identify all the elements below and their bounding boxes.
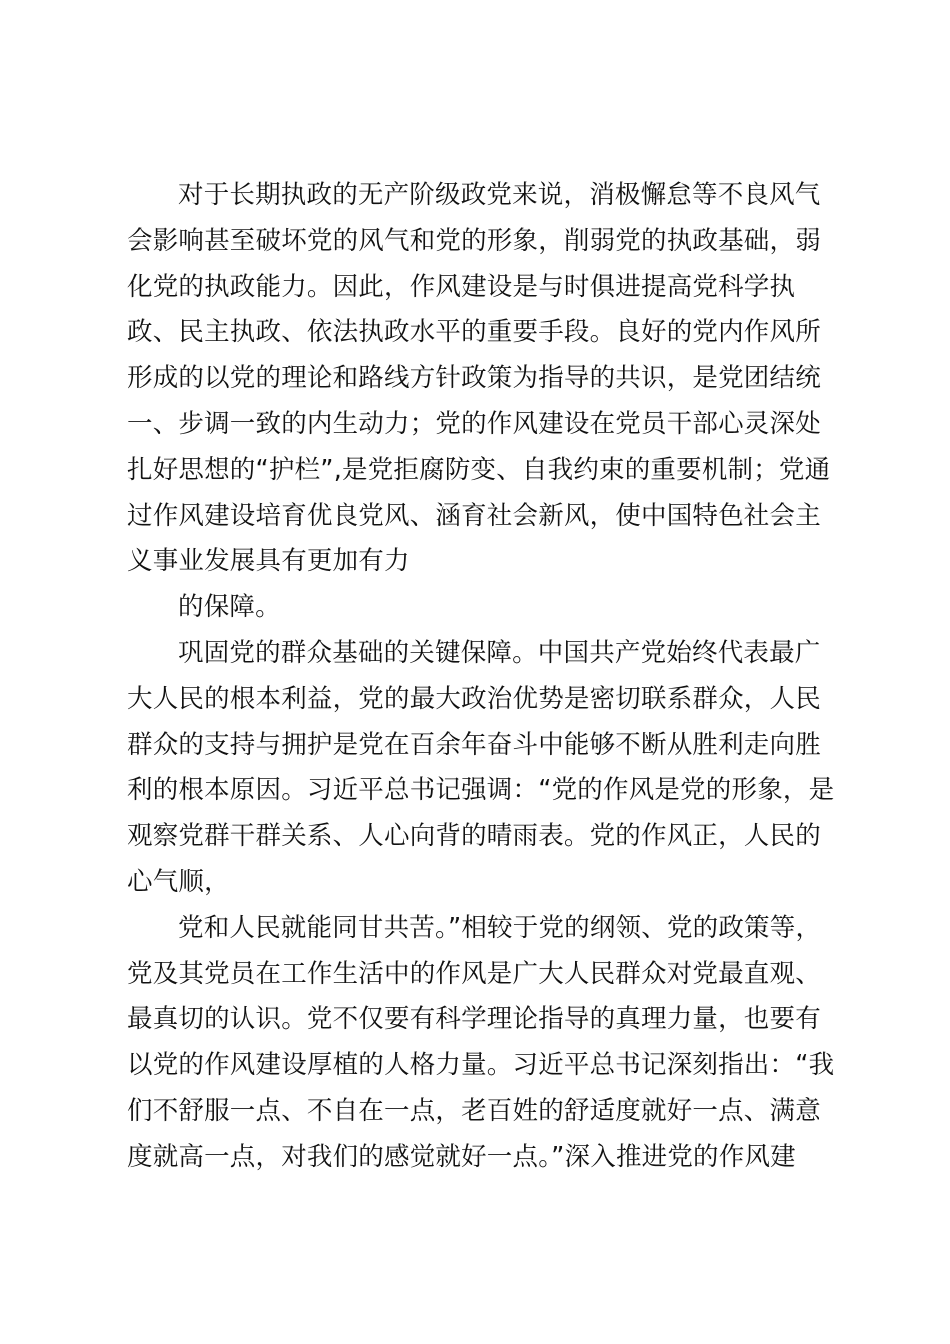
text-line: 心气顺， xyxy=(127,866,230,897)
text-line: 政、民主执政、依法执政水平的重要手段。良好的党内作风所 xyxy=(127,317,821,348)
text-line: 会影响甚至破坏党的风气和党的形象，削弱党的执政基础，弱 xyxy=(127,225,821,256)
text-line: 巩固党的群众基础的关键保障。中国共产党始终代表最广 xyxy=(178,637,821,668)
text-line: 群众的支持与拥护是党在百余年奋斗中能够不断从胜利走向胜 xyxy=(127,729,821,760)
text-line: 义事业发展具有更加有力 xyxy=(127,546,410,577)
text-line: 形成的以党的理论和路线方针政策为指导的共识，是党团结统 xyxy=(127,363,821,394)
text-line: 利的根本原因。习近平总书记强调：“党的作风是党的形象，是 xyxy=(127,775,835,806)
text-line: 度就高一点，对我们的感觉就好一点。”深入推进党的作风建 xyxy=(127,1141,796,1172)
text-line: 们不舒服一点、不自在一点，老百姓的舒适度就好一点、满意 xyxy=(127,1095,821,1126)
text-line: 观察党群干群关系、人心向背的晴雨表。党的作风正，人民的 xyxy=(127,821,821,852)
text-line: 以党的作风建设厚植的人格力量。习近平总书记深刻指出：“我 xyxy=(127,1050,835,1081)
text-line: 党和人民就能同甘共苦。”相较于党的纲领、党的政策等， xyxy=(178,912,822,943)
text-line: 大人民的根本利益，党的最大政治优势是密切联系群众，人民 xyxy=(127,683,821,714)
text-line: 党及其党员在工作生活中的作风是广大人民群众对党最直观、 xyxy=(127,958,821,989)
text-line: 扎好思想的“护栏”,是党拒腐防变、自我约束的重要机制；党通 xyxy=(127,454,831,485)
text-line: 最真切的认识。党不仅要有科学理论指导的真理力量，也要有 xyxy=(127,1004,821,1035)
text-line: 一、步调一致的内生动力；党的作风建设在党员干部心灵深处 xyxy=(127,408,821,439)
text-line: 的保障。 xyxy=(178,592,281,623)
text-line: 化党的执政能力。因此，作风建设是与时俱进提高党科学执 xyxy=(127,271,796,302)
text-line: 过作风建设培育优良党风、涵育社会新风，使中国特色社会主 xyxy=(127,500,821,531)
text-line: 对于长期执政的无产阶级政党来说，消极懈怠等不良风气 xyxy=(178,180,821,210)
body-text xyxy=(127,173,835,1181)
